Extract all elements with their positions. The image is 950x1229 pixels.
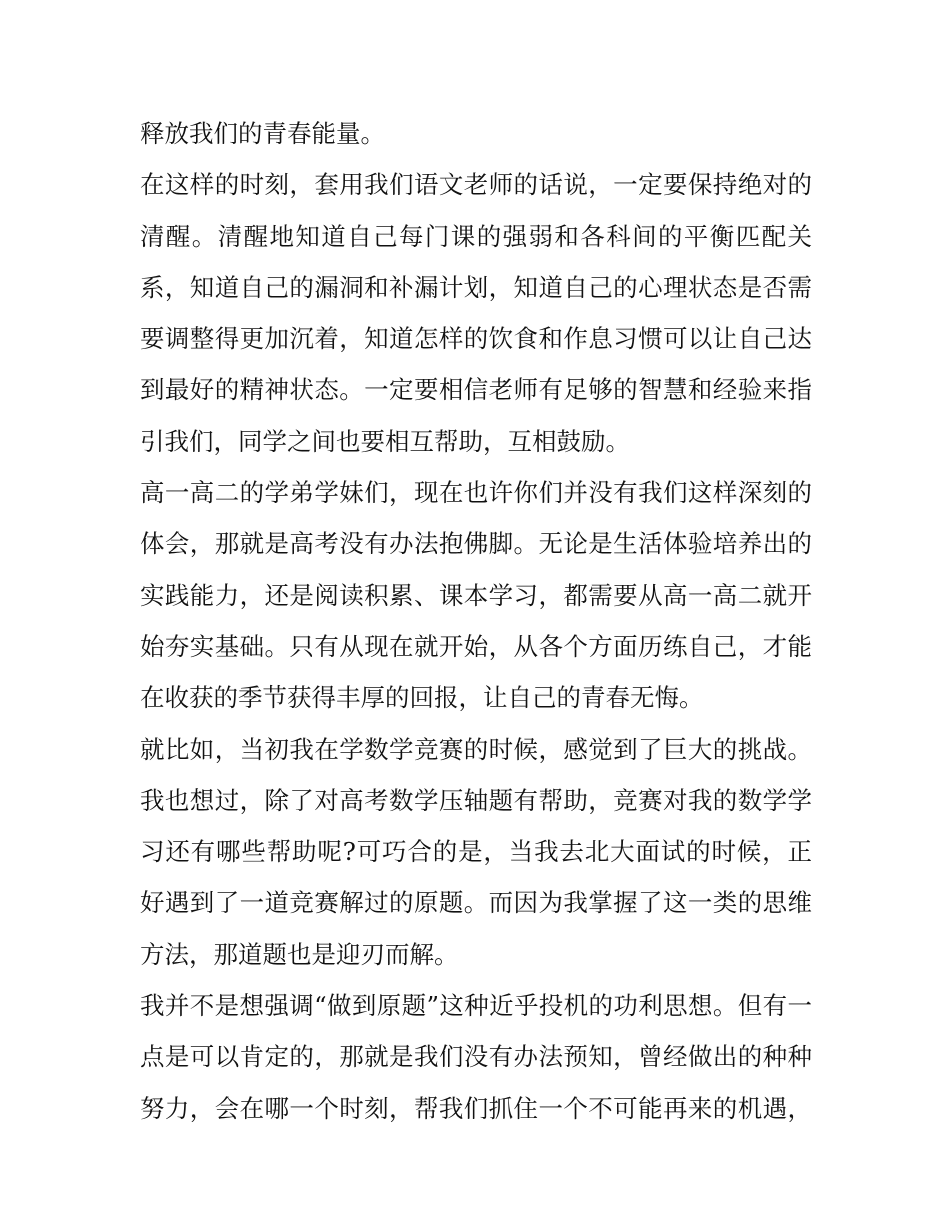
text-line: 在收获的季节获得丰厚的回报，让自己的青春无悔。: [140, 683, 704, 713]
text-line: 方法，那道题也是迎刃而解。: [140, 939, 459, 969]
text-line: 要调整得更加沉着，知道怎样的饮食和作息习惯可以让自己达: [140, 324, 812, 354]
text-line: 清醒。清醒地知道自己每门课的强弱和各科间的平衡匹配关: [140, 221, 812, 251]
text-line: 实践能力，还是阅读积累、课本学习，都需要从高一高二就开: [140, 580, 812, 610]
text-line: 好遇到了一道竞赛解过的原题。而因为我掌握了这一类的思维: [140, 888, 812, 918]
text-line: 我也想过，除了对高考数学压轴题有帮助，竞赛对我的数学学: [140, 785, 812, 815]
text-line: 高一高二的学弟学妹们，现在也许你们并没有我们这样深刻的: [140, 478, 812, 508]
text-line: 我并不是想强调“做到原题”这种近乎投机的功利思想。但有一: [140, 991, 812, 1021]
text-line: 在这样的时刻，套用我们语文老师的话说，一定要保持绝对的: [140, 170, 812, 200]
text-line: 始夯实基础。只有从现在就开始，从各个方面历练自己，才能: [140, 631, 812, 661]
text-line: 习还有哪些帮助呢?可巧合的是，当我去北大面试的时候，正: [140, 837, 812, 867]
body-text: [140, 108, 812, 1134]
text-line: 就比如，当初我在学数学竞赛的时候，感觉到了巨大的挑战。: [140, 734, 812, 764]
text-line: 体会，那就是高考没有办法抱佛脚。无论是生活体验培养出的: [140, 529, 812, 559]
text-line: 努力，会在哪一个时刻，帮我们抓住一个不可能再来的机遇，: [140, 1093, 812, 1123]
text-line: 系，知道自己的漏洞和补漏计划，知道自己的心理状态是否需: [140, 272, 812, 302]
text-line: 引我们，同学之间也要相互帮助，互相鼓励。: [140, 426, 630, 456]
text-line: 释放我们的青春能量。: [140, 119, 385, 148]
text-line: 点是可以肯定的，那就是我们没有办法预知，曾经做出的种种: [140, 1042, 812, 1072]
text-line: 到最好的精神状态。一定要相信老师有足够的智慧和经验来指: [140, 375, 812, 405]
